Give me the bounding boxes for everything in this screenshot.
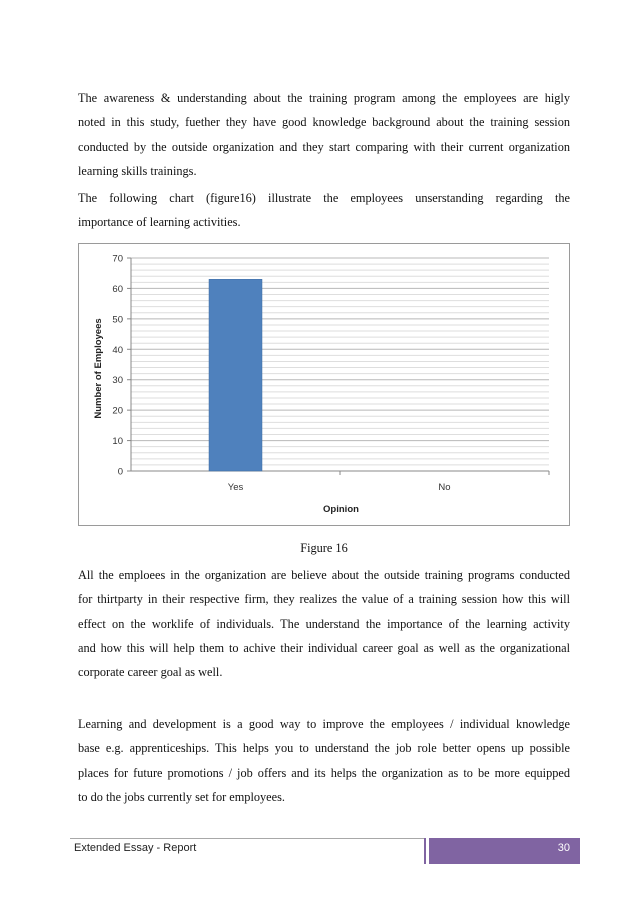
footer-title: Extended Essay - Report	[74, 842, 197, 854]
text-line: places for future promotions / job offers and its helps the organization as to be more equipped	[78, 765, 570, 780]
y-tick-label: 10	[112, 436, 123, 448]
text-line: Learning and development is a good way to improve the employees / individual knowledge	[78, 717, 570, 731]
text-line: All the emploees in the organization are believe about the outside training programs conducted	[78, 568, 570, 582]
text-line: for thirtparty in their respective firm, they realizes the value of a training session how this will	[78, 592, 570, 607]
y-tick-label: 30	[112, 375, 123, 387]
footer-accent-separator	[424, 838, 426, 864]
x-tick-label-no: No	[438, 482, 451, 493]
paragraph-outside-training	[78, 563, 570, 684]
text-line: and how this will help them to achive their individual career goal as well as the organizational	[78, 640, 570, 655]
paragraph-chart-intro	[78, 186, 570, 235]
bar-yes	[209, 279, 262, 471]
y-tick-label: 20	[112, 405, 123, 417]
text-line: base e.g. apprenticeships. This helps you to understand the job role better opens up possible	[78, 741, 570, 756]
x-tick-label-yes: Yes	[227, 482, 244, 493]
footer-rule	[70, 838, 424, 839]
text-line: The following chart (figure16) illustrate the employees unserstanding regarding the	[78, 191, 570, 205]
text-line: learning skills trainings.	[78, 163, 197, 178]
text-line: importance of learning activities.	[78, 215, 241, 230]
y-tick-label: 60	[112, 283, 123, 295]
y-tick-label: 40	[112, 344, 123, 356]
page-number: 30	[429, 838, 580, 864]
text-line: to do the jobs currently set for employees.	[78, 789, 285, 804]
y-axis-title: Number of Employees	[93, 318, 104, 419]
y-tick-label: 50	[112, 314, 123, 326]
x-axis-title: Opinion	[323, 504, 359, 515]
chart-figure-16	[78, 243, 570, 526]
paragraph-awareness	[78, 86, 570, 183]
text-line: effect on the worklife of individuals. The understand the importance of the learning activity	[78, 616, 570, 631]
y-tick-label: 0	[117, 466, 123, 478]
y-tick-label: 70	[112, 253, 123, 265]
text-line: conducted by the outside organization and they start comparing with their current organization	[78, 139, 570, 154]
bar-chart	[79, 244, 569, 525]
text-line: corporate career goal as well.	[78, 665, 223, 680]
paragraph-learning-development	[78, 712, 570, 809]
figure-caption: Figure 16	[300, 541, 348, 555]
text-line: noted in this study, fuether they have good knowledge background about the training session	[78, 115, 570, 130]
text-line: The awareness & understanding about the training program among the employees are higly	[78, 91, 570, 105]
